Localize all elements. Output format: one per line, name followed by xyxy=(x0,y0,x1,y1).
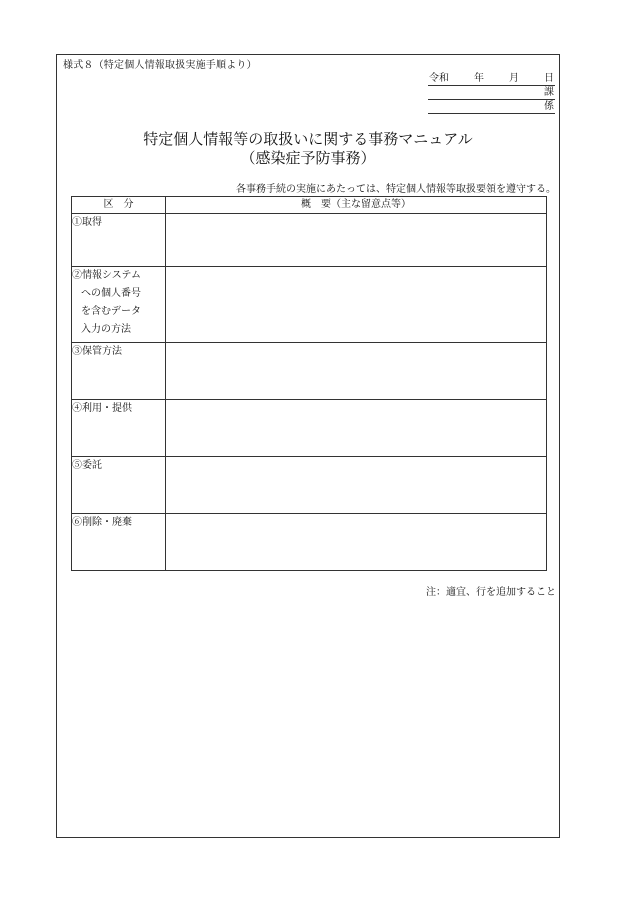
summary-cell[interactable] xyxy=(166,400,547,457)
section-label: 課 xyxy=(544,87,554,98)
footer-note: 注：適宜、行を追加すること xyxy=(426,587,556,598)
summary-cell[interactable] xyxy=(166,343,547,400)
category-label: ⑤委託 xyxy=(72,460,102,471)
category-label-cont: を含むデータ xyxy=(81,306,141,317)
era-label: 令和 xyxy=(429,73,449,84)
day-label: 日 xyxy=(544,73,554,84)
category-label: ③保管方法 xyxy=(72,346,122,357)
category-cell xyxy=(72,214,166,267)
header-summary: 概 要（主な留意点等） xyxy=(166,197,547,214)
category-label: ④利用・提供 xyxy=(72,403,132,414)
section-line xyxy=(428,86,555,100)
summary-cell[interactable] xyxy=(166,514,547,571)
table-row xyxy=(72,514,547,571)
table-header-row xyxy=(72,197,547,214)
summary-cell[interactable] xyxy=(166,267,547,343)
header-category: 区 分 xyxy=(72,197,166,214)
category-cell xyxy=(72,514,166,571)
category-cell xyxy=(72,267,166,343)
table-row xyxy=(72,457,547,514)
table-row xyxy=(72,400,547,457)
document-title: 特定個人情報等の取扱いに関する事務マニュアル xyxy=(143,130,473,148)
month-label: 月 xyxy=(509,73,519,84)
category-cell xyxy=(72,343,166,400)
document-subtitle: （感染症予防事務） xyxy=(240,149,376,167)
form-page xyxy=(56,54,560,838)
category-label: ⑥削除・廃棄 xyxy=(72,517,132,528)
manual-table xyxy=(71,196,547,571)
summary-cell[interactable] xyxy=(166,457,547,514)
category-label: ②情報システム xyxy=(72,270,141,281)
category-label: ①取得 xyxy=(72,217,102,228)
form-label: 様式８（特定個人情報取扱実施手順より） xyxy=(63,60,257,71)
category-label-cont: 入力の方法 xyxy=(81,324,131,335)
staff-line xyxy=(428,100,555,114)
table-row xyxy=(72,267,547,343)
summary-cell[interactable] xyxy=(166,214,547,267)
date-line xyxy=(428,72,555,86)
category-cell xyxy=(72,400,166,457)
date-block xyxy=(428,72,555,114)
table-row xyxy=(72,214,547,267)
staff-label: 係 xyxy=(544,101,554,112)
table-row xyxy=(72,343,547,400)
category-label-cont: への個人番号 xyxy=(81,288,141,299)
category-cell xyxy=(72,457,166,514)
year-label: 年 xyxy=(474,73,484,84)
intro-note: 各事務手続の実施にあたっては、特定個人情報等取扱要領を遵守する。 xyxy=(236,184,556,195)
